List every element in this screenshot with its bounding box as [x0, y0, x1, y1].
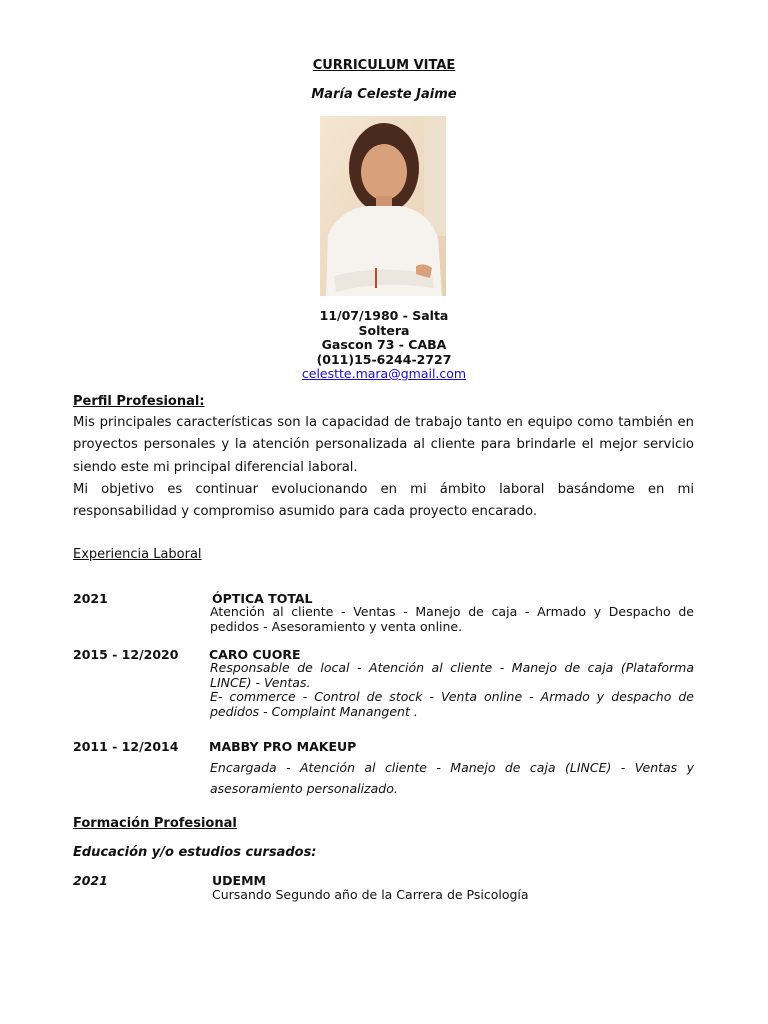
perfil-heading: Perfil Profesional: — [73, 394, 205, 409]
job-company: MABBY PRO MAKEUP — [209, 739, 357, 754]
job-description: Responsable de local - Atención al cliente - Manejo de caja (Plataforma LINCE) - Ventas. — [210, 660, 694, 690]
cv-title: CURRICULUM VITAE — [312, 58, 456, 73]
perfil-paragraph-2: Mi objetivo es continuar evolucionando en mi ámbito laboral basándome en mi responsabilidad y compromiso asumido para cada proyecto encarado. — [73, 482, 694, 520]
education-institution: UDEMM — [212, 873, 266, 888]
perfil-paragraph-1: Mis principales características son la capacidad de trabajo tanto en equipo como también en proyectos personales y la atención personalizada al cliente para brindarle el mejor servicio siendo este mi principal diferencial laboral. — [73, 415, 694, 475]
person-name: María Celeste Jaime — [311, 87, 457, 102]
job-company: CARO CUORE — [209, 647, 301, 662]
profile-photo — [320, 116, 446, 296]
formacion-subheading: Educación y/o estudios cursados: — [73, 845, 317, 860]
phone: (011)15-6244-2727 — [316, 351, 452, 367]
marital-status: Soltera — [358, 322, 410, 338]
email-link[interactable]: celestte.mara@gmail.com — [301, 366, 467, 381]
address: Gascon 73 - CABA — [321, 337, 447, 352]
birth-info: 11/07/1980 - Salta — [319, 308, 449, 323]
formacion-heading: Formación Profesional — [73, 816, 237, 831]
education-year: 2021 — [73, 873, 108, 888]
job-description: Encargada - Atención al cliente - Manejo de caja (LINCE) - Ventas y asesoramiento personalizado. — [210, 760, 694, 796]
job-period: 2015 - 12/2020 — [73, 647, 179, 662]
contact-block — [0, 309, 768, 382]
job-description-2: E- commerce - Control de stock - Venta online - Armado y despacho de pedidos - Complaint Manangent . — [210, 689, 694, 719]
education-detail: Cursando Segundo año de la Carrera de Psicología — [212, 887, 529, 902]
job-period: 2021 — [73, 591, 108, 606]
job-company: ÓPTICA TOTAL — [212, 591, 313, 606]
experiencia-heading: Experiencia Laboral — [73, 547, 202, 562]
job-period: 2011 - 12/2014 — [73, 739, 179, 754]
job-description: Atención al cliente - Ventas - Manejo de caja - Armado y Despacho de pedidos - Asesoramiento y venta online. — [210, 604, 694, 634]
